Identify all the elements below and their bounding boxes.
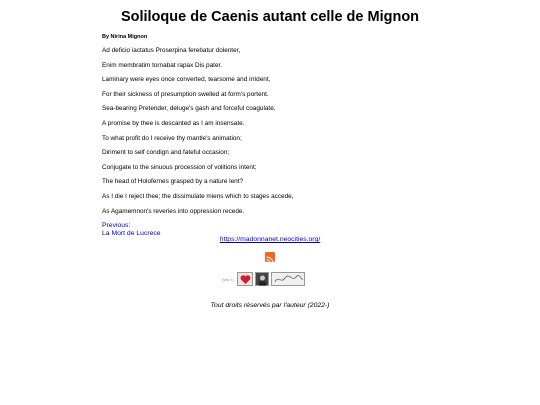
poem-line: As I die I reject thee; the dissimulate miens which to stages accede, (102, 192, 294, 200)
webring-heart-badge[interactable] (237, 272, 253, 286)
poem-line: Sea-bearing Pretender, deluge's gash and forceful coagulate, (102, 105, 276, 113)
poem-line: Conjugate to the sinuous procession of volitions intent; (102, 163, 257, 171)
page-title: Soliloque de Caenis autant celle de Mignon (120, 9, 420, 25)
avatar-icon (256, 273, 269, 286)
poem-line: Ad deficio iactatus Proserpina ferebatur dolenter, (102, 47, 241, 54)
copyright-notice: Tout droits réservés par l'auteur (2022-) (210, 301, 330, 309)
heart-icon (238, 273, 253, 286)
site-link-container (0, 236, 540, 244)
rss-icon (265, 255, 275, 265)
poem-line: Diriment to self condign and fateful occasion; (102, 149, 230, 157)
webring-badges (222, 271, 305, 287)
poem-line: For their sickness of presumption swelled at form's portent. (102, 90, 269, 98)
poem-line: A promise by thee is descanted as I am insensate. (102, 119, 245, 127)
previous-poem-link[interactable]: La Mort de Lucrece (102, 230, 161, 237)
site-url-link[interactable]: https://madonnanet.neocities.org/ (219, 236, 321, 243)
poem-line: To what profit do I receive thy mantle's animation; (102, 134, 242, 142)
avatar-badge[interactable] (255, 272, 269, 286)
previous-label-link[interactable]: Previous: (102, 222, 131, 229)
rss-feed-icon[interactable] (265, 252, 275, 262)
script-signature-badge[interactable] (271, 272, 305, 286)
signature-icon (272, 273, 305, 286)
badge-caption: [site:1] (222, 276, 234, 282)
byline: By Nirina Mignon (102, 34, 148, 40)
poem-line: The head of Holofernes grasped by a nature lent? (102, 178, 244, 186)
poem-line: As Agamemnon's reveries into oppression recede. (102, 207, 245, 215)
poem (102, 47, 293, 222)
poem-line: Enim membratim tornabat rapax Dis pater. (102, 61, 223, 69)
poem-line: Laminary were eyes once converted, tearsome and irrident, (102, 76, 271, 84)
